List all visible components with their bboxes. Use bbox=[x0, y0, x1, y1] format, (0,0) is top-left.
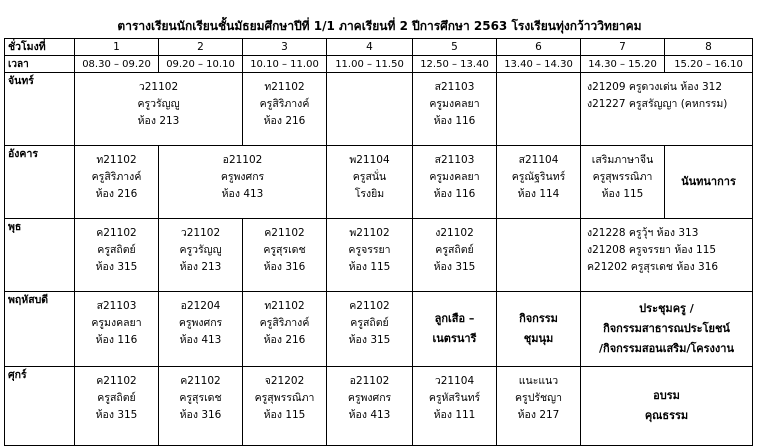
class-cell: ว21104 ครูหัสรินทร์ ห้อง 111 bbox=[413, 367, 497, 446]
period-row bbox=[5, 39, 753, 56]
class-cell: พ21102 ครูจรรยา ห้อง 115 bbox=[327, 219, 413, 292]
class-cell: อ21204 ครูพงศกร ห้อง 413 bbox=[159, 292, 243, 367]
day-label: ศุกร์ bbox=[5, 367, 75, 446]
class-cell: พ21104 ครูสนั่น โรงยิม bbox=[327, 146, 413, 219]
period-number: 3 bbox=[243, 39, 327, 56]
class-cell: ส21103 ครูมงคลยา ห้อง 116 bbox=[75, 292, 159, 367]
day-row-friday bbox=[5, 367, 753, 446]
class-cell: ง21228 ครูวุ้ฯ ห้อง 313 ง21208 ครูจรรยา ห้อง 115 ค21202 ครูสุรเดช ห้อง 316 bbox=[581, 219, 753, 292]
class-cell: อ21102 ครูพงศกร ห้อง 413 bbox=[327, 367, 413, 446]
class-cell: จ21202 ครูสุพรรณิภา ห้อง 115 bbox=[243, 367, 327, 446]
class-cell: แนะแนว ครูปรัชญา ห้อง 217 bbox=[497, 367, 581, 446]
class-cell: ท21102 ครูสิริภางค์ ห้อง 216 bbox=[75, 146, 159, 219]
class-cell: นันทนาการ bbox=[665, 146, 753, 219]
day-row-monday bbox=[5, 73, 753, 146]
period-header-label: ชั่วโมงที่ bbox=[5, 39, 75, 56]
class-cell: ส21104 ครูณัฐรินทร์ ห้อง 114 bbox=[497, 146, 581, 219]
schedule-title: ตารางเรียนนักเรียนชั้นมัธยมศึกษาปีที่ 1/1 ภาคเรียนที่ 2 ปีการศึกษา 2563 โรงเรียนทุ่งกว้าววิทยาคม bbox=[117, 19, 642, 33]
class-cell: ง21102 ครูสถิตย์ ห้อง 315 bbox=[413, 219, 497, 292]
class-cell: ว21102 ครูวรัญญู ห้อง 213 bbox=[159, 219, 243, 292]
day-label: พุธ bbox=[5, 219, 75, 292]
time-slot: 13.40 – 14.30 bbox=[497, 56, 581, 73]
class-cell: ค21102 ครูสถิตย์ ห้อง 315 bbox=[75, 367, 159, 446]
class-cell: ค21102 ครูสุรเดช ห้อง 316 bbox=[243, 219, 327, 292]
period-number: 8 bbox=[665, 39, 753, 56]
time-header-label: เวลา bbox=[5, 56, 75, 73]
period-number: 5 bbox=[413, 39, 497, 56]
period-number: 7 bbox=[581, 39, 665, 56]
time-row bbox=[5, 56, 753, 73]
class-cell: อ21102 ครูพงศกร ห้อง 413 bbox=[159, 146, 327, 219]
period-number: 2 bbox=[159, 39, 243, 56]
time-slot: 11.00 – 11.50 bbox=[327, 56, 413, 73]
class-cell bbox=[497, 73, 581, 146]
class-cell: ค21102 ครูสุรเดช ห้อง 316 bbox=[159, 367, 243, 446]
day-row-tuesday bbox=[5, 146, 753, 219]
class-cell: ว21102 ครูวรัญญู ห้อง 213 bbox=[75, 73, 243, 146]
period-number: 6 bbox=[497, 39, 581, 56]
day-label: จันทร์ bbox=[5, 73, 75, 146]
class-cell: ประชุมครู / กิจกรรมสาธารณประโยชน์ /กิจกรรมสอนเสริม/โครงงาน bbox=[581, 292, 753, 367]
day-row-wednesday bbox=[5, 219, 753, 292]
class-cell: ค21102 ครูสถิตย์ ห้อง 315 bbox=[75, 219, 159, 292]
day-label: อังคาร bbox=[5, 146, 75, 219]
class-cell: อบรม คุณธรรม bbox=[581, 367, 753, 446]
class-cell: ง21209 ครูดวงเด่น ห้อง 312 ง21227 ครูสรัญญา (คหกรรม) bbox=[581, 73, 753, 146]
time-slot: 09.20 – 10.10 bbox=[159, 56, 243, 73]
period-number: 4 bbox=[327, 39, 413, 56]
time-slot: 12.50 – 13.40 bbox=[413, 56, 497, 73]
day-label: พฤหัสบดี bbox=[5, 292, 75, 367]
class-cell bbox=[497, 219, 581, 292]
class-cell: ส21103 ครูมงคลยา ห้อง 116 bbox=[413, 146, 497, 219]
class-cell: ส21103 ครูมงคลยา ห้อง 116 bbox=[413, 73, 497, 146]
class-cell: ท21102 ครูสิริภางค์ ห้อง 216 bbox=[243, 292, 327, 367]
class-cell: ค21102 ครูสถิตย์ ห้อง 315 bbox=[327, 292, 413, 367]
class-cell bbox=[327, 73, 413, 146]
period-number: 1 bbox=[75, 39, 159, 56]
timetable bbox=[4, 38, 753, 446]
class-cell: ท21102 ครูสิริภางค์ ห้อง 216 bbox=[243, 73, 327, 146]
time-slot: 08.30 – 09.20 bbox=[75, 56, 159, 73]
day-row-thursday bbox=[5, 292, 753, 367]
time-slot: 14.30 – 15.20 bbox=[581, 56, 665, 73]
time-slot: 10.10 – 11.00 bbox=[243, 56, 327, 73]
class-cell: เสริมภาษาจีน ครูสุพรรณิภา ห้อง 115 bbox=[581, 146, 665, 219]
class-cell: กิจกรรม ชุมนุม bbox=[497, 292, 581, 367]
class-cell: ลูกเสือ – เนตรนารี bbox=[413, 292, 497, 367]
time-slot: 15.20 – 16.10 bbox=[665, 56, 753, 73]
